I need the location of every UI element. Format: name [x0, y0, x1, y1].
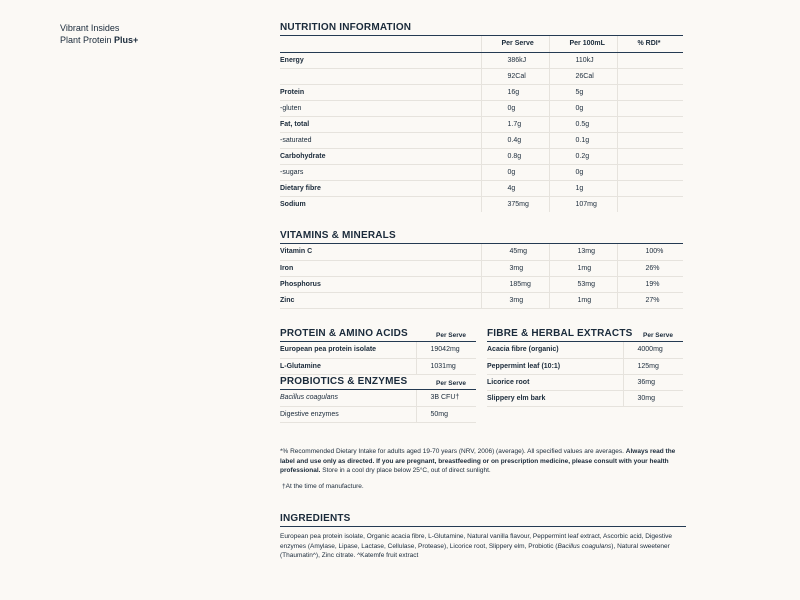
nutrition-header-per-serve: Per Serve	[481, 36, 549, 52]
nutrition-rdi	[617, 180, 683, 196]
vitamin-per-100ml: 53mg	[549, 276, 617, 292]
nutrition-row	[280, 100, 683, 116]
fibre-label: Slippery elm bark	[487, 390, 623, 406]
ingredients-text-a: European pea protein isolate, Organic acacia fibre, L-Glutamine, Natural vanilla flavour, Peppermint leaf extract, Ascorbic acid, Digestive enzymes (Amylase, Lipase, Lactase, Cellulase, Protease), Licorice root, Slippery elm, Probiotic (	[280, 533, 673, 550]
nutrition-table	[280, 36, 683, 212]
footnote-text	[280, 447, 686, 476]
nutrition-per-100ml: 0.2g	[549, 148, 617, 164]
ingredients-text-b: ), Natural sweetener (Thaumatin^), Zinc citrate. ^Katemfe fruit extract	[280, 542, 670, 559]
vitamins-title: VITAMINS & MINERALS	[280, 230, 683, 244]
nutrition-per-100ml: 26Cal	[549, 68, 617, 84]
vitamin-per-serve: 45mg	[481, 244, 549, 260]
nutrition-per-serve: 92Cal	[481, 68, 549, 84]
nutrition-per-serve: 375mg	[481, 196, 549, 212]
vitamin-row	[280, 260, 683, 276]
nutrition-label	[280, 68, 481, 84]
nutrition-per-100ml: 5g	[549, 84, 617, 100]
nutrition-label: Carbohydrate	[280, 148, 481, 164]
vitamin-per-serve: 185mg	[481, 276, 549, 292]
vitamin-row	[280, 244, 683, 260]
vitamin-row	[280, 276, 683, 292]
nutrition-rdi	[617, 148, 683, 164]
vitamin-label: Zinc	[280, 292, 481, 308]
vitamin-label: Phosphorus	[280, 276, 481, 292]
ingredients-text	[280, 532, 686, 561]
fibre-label: Acacia fibre (organic)	[487, 342, 623, 358]
nutrition-per-100ml: 0g	[549, 100, 617, 116]
footnote-storage: Store in a cool dry place below 25°C, out of direct sunlight.	[320, 467, 491, 474]
fibre-row	[487, 390, 683, 406]
vitamin-row	[280, 292, 683, 308]
nutrition-rdi	[617, 196, 683, 212]
nutrition-row	[280, 164, 683, 180]
nutrition-label: -gluten	[280, 100, 481, 116]
protein-table	[280, 342, 476, 375]
nutrition-per-100ml: 110kJ	[549, 52, 617, 68]
ingredients-title: INGREDIENTS	[280, 513, 686, 527]
nutrition-label: Protein	[280, 84, 481, 100]
nutrition-rdi	[617, 116, 683, 132]
fibre-section	[487, 328, 683, 407]
protein-row	[280, 358, 476, 374]
protein-value: 19042mg	[416, 342, 476, 358]
fibre-header	[487, 328, 683, 342]
protein-value: 1031mg	[416, 358, 476, 374]
fibre-label: Peppermint leaf (10:1)	[487, 358, 623, 374]
nutrition-per-serve: 0g	[481, 100, 549, 116]
vitamin-per-serve: 3mg	[481, 292, 549, 308]
probiotics-value: 50mg	[416, 406, 476, 422]
vitamin-rdi: 19%	[617, 276, 683, 292]
vitamin-per-serve: 3mg	[481, 260, 549, 276]
nutrition-section	[280, 22, 683, 212]
fibre-row	[487, 342, 683, 358]
nutrition-rdi	[617, 52, 683, 68]
footnote-warning: Always read the label and use only as directed. If you are pregnant, breastfeeding or on prescription medicine, please consult with your health professional.	[280, 448, 676, 474]
protein-title: PROTEIN & AMINO ACIDS	[280, 328, 408, 339]
nutrition-per-serve: 1.7g	[481, 116, 549, 132]
brand-product-name: Plant Protein	[60, 35, 115, 45]
vitamins-table	[280, 244, 683, 309]
nutrition-per-100ml: 0.1g	[549, 132, 617, 148]
fibre-value: 125mg	[623, 358, 683, 374]
vitamin-rdi: 27%	[617, 292, 683, 308]
probiotics-table	[280, 390, 476, 423]
fibre-label: Licorice root	[487, 374, 623, 390]
nutrition-row	[280, 52, 683, 68]
protein-label: European pea protein isolate	[280, 342, 416, 358]
fibre-value: 36mg	[623, 374, 683, 390]
nutrition-per-serve: 386kJ	[481, 52, 549, 68]
probiotics-value: 3B CFU†	[416, 390, 476, 406]
nutrition-per-serve: 4g	[481, 180, 549, 196]
nutrition-row	[280, 148, 683, 164]
probiotics-row	[280, 390, 476, 406]
nutrition-label: Sodium	[280, 200, 306, 208]
protein-header	[280, 328, 476, 342]
nutrition-row	[280, 196, 683, 212]
probiotics-row	[280, 406, 476, 422]
probiotics-col-header: Per Serve	[436, 380, 466, 387]
footnote-rdi: *% Recommended Dietary Intake for adults aged 19-70 years (NRV, 2006) (average). All specified values are averages.	[280, 448, 626, 455]
probiotics-section	[280, 376, 476, 423]
fibre-value: 30mg	[623, 390, 683, 406]
nutrition-rdi	[617, 84, 683, 100]
nutrition-header-blank	[280, 36, 481, 52]
brand-line-1: Vibrant Insides	[60, 23, 120, 33]
probiotics-label: Digestive enzymes	[280, 406, 416, 422]
protein-row	[280, 342, 476, 358]
brand-line-2	[60, 34, 138, 46]
nutrition-label: -saturated	[280, 132, 481, 148]
ingredients-text-italic: Bacillus coagulans	[557, 542, 612, 550]
vitamin-per-100ml: 13mg	[549, 244, 617, 260]
nutrition-label: -sugars	[280, 164, 481, 180]
nutrition-rdi	[617, 132, 683, 148]
fibre-col-header: Per Serve	[643, 332, 673, 339]
nutrition-rdi	[617, 68, 683, 84]
fibre-row	[487, 358, 683, 374]
footnote-dagger: †At the time of manufacture.	[282, 483, 364, 490]
vitamin-per-100ml: 1mg	[549, 292, 617, 308]
brand-block	[60, 22, 138, 46]
nutrition-row	[280, 180, 683, 196]
nutrition-per-serve: 0g	[481, 164, 549, 180]
nutrition-row	[280, 132, 683, 148]
vitamin-rdi: 26%	[617, 260, 683, 276]
protein-label: L-Glutamine	[280, 358, 416, 374]
nutrition-rdi	[617, 100, 683, 116]
vitamin-label: Iron	[280, 260, 481, 276]
nutrition-label: Energy	[280, 52, 481, 68]
nutrition-row	[280, 116, 683, 132]
nutrition-rdi	[617, 164, 683, 180]
vitamin-rdi: 100%	[617, 244, 683, 260]
protein-section	[280, 328, 476, 375]
vitamins-section	[280, 230, 683, 309]
vitamin-label: Vitamin C	[280, 244, 481, 260]
brand-product-suffix: Plus+	[114, 35, 139, 45]
nutrition-title: NUTRITION INFORMATION	[280, 22, 683, 36]
probiotics-header	[280, 376, 476, 390]
nutrition-label: Dietary fibre	[280, 180, 481, 196]
nutrition-header-per-100ml: Per 100mL	[549, 36, 617, 52]
nutrition-header-row	[280, 36, 683, 52]
probiotics-title: PROBIOTICS & ENZYMES	[280, 376, 408, 387]
nutrition-header-rdi: % RDI*	[617, 36, 683, 52]
fibre-title: FIBRE & HERBAL EXTRACTS	[487, 328, 633, 339]
nutrition-per-serve: 0.4g	[481, 132, 549, 148]
nutrition-row	[280, 84, 683, 100]
nutrition-per-100ml: 0g	[549, 164, 617, 180]
probiotics-label: Bacillus coagulans	[280, 390, 416, 406]
nutrition-per-100ml: 1g	[549, 180, 617, 196]
nutrition-row	[280, 68, 683, 84]
vitamin-per-100ml: 1mg	[549, 260, 617, 276]
nutrition-per-100ml: 0.5g	[549, 116, 617, 132]
fibre-value: 4000mg	[623, 342, 683, 358]
nutrition-per-serve: 16g	[481, 84, 549, 100]
ingredients-section	[280, 513, 686, 561]
fibre-row	[487, 374, 683, 390]
protein-col-header: Per Serve	[436, 332, 466, 339]
fibre-table	[487, 342, 683, 407]
nutrition-label: Fat, total	[280, 116, 481, 132]
nutrition-per-serve: 0.8g	[481, 148, 549, 164]
nutrition-per-100ml: 107mg	[549, 196, 617, 212]
